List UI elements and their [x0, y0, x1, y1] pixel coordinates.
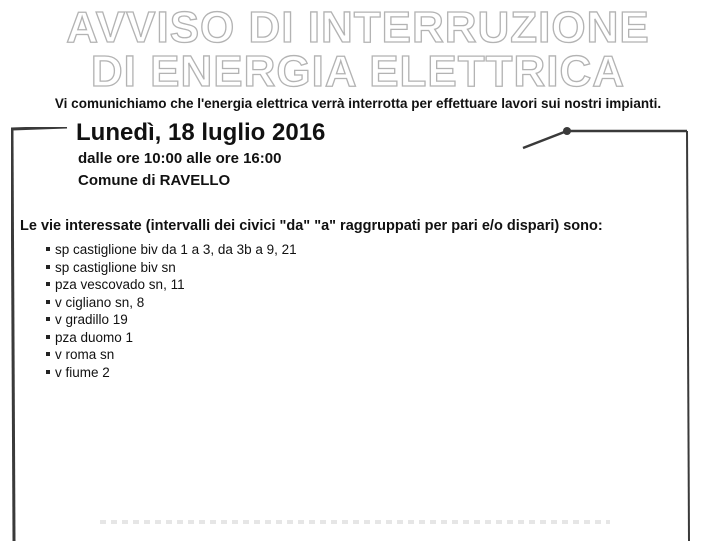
street-label: pza duomo 1 — [55, 329, 134, 345]
bullet-icon — [46, 335, 50, 339]
street-label: v gradillo 19 — [55, 312, 128, 327]
list-item — [46, 241, 297, 259]
bullet-icon — [46, 300, 50, 304]
outage-date: Lunedì, 18 luglio 2016 — [76, 119, 326, 146]
street-label: v roma sn — [55, 347, 115, 362]
street-label: sp castiglione biv sn — [55, 259, 176, 275]
list-item — [46, 346, 297, 364]
bullet-icon — [46, 265, 50, 269]
street-label: v cigliano sn, 8 — [55, 294, 145, 310]
bullet-icon — [46, 352, 50, 356]
streets-title: Le vie interessate (intervalli dei civici "da" "a" raggruppati per pari e/o dispari) sono: — [20, 218, 603, 234]
notice-title — [0, 3, 716, 96]
list-item — [46, 259, 297, 277]
street-label: v fiume 2 — [55, 364, 110, 380]
list-item — [46, 311, 297, 329]
bullet-icon — [46, 247, 50, 251]
title-line-2: DI ENERGIA ELETTRICA — [90, 47, 626, 96]
bullet-icon — [46, 370, 50, 374]
bullet-icon — [46, 317, 50, 321]
list-item — [46, 329, 297, 347]
title-line-1: AVVISO DI INTERRUZIONE — [66, 3, 650, 52]
streets-list — [46, 241, 297, 381]
outage-time: dalle ore 10:00 alle ore 16:00 — [78, 150, 282, 167]
outage-comune: Comune di RAVELLO — [78, 172, 231, 189]
intro-text: Vi comunichiamo che l'energia elettrica verrà interrotta per effettuare lavori sui nostri impianti. — [54, 96, 662, 111]
list-item — [46, 276, 297, 294]
faint-footer-line — [100, 520, 610, 524]
list-item — [46, 294, 297, 312]
street-label: pza vescovado sn, 11 — [55, 277, 185, 292]
list-item — [46, 364, 297, 382]
street-label: sp castiglione biv da 1 a 3, da 3b a 9, 21 — [55, 242, 297, 257]
bullet-icon — [46, 282, 50, 286]
